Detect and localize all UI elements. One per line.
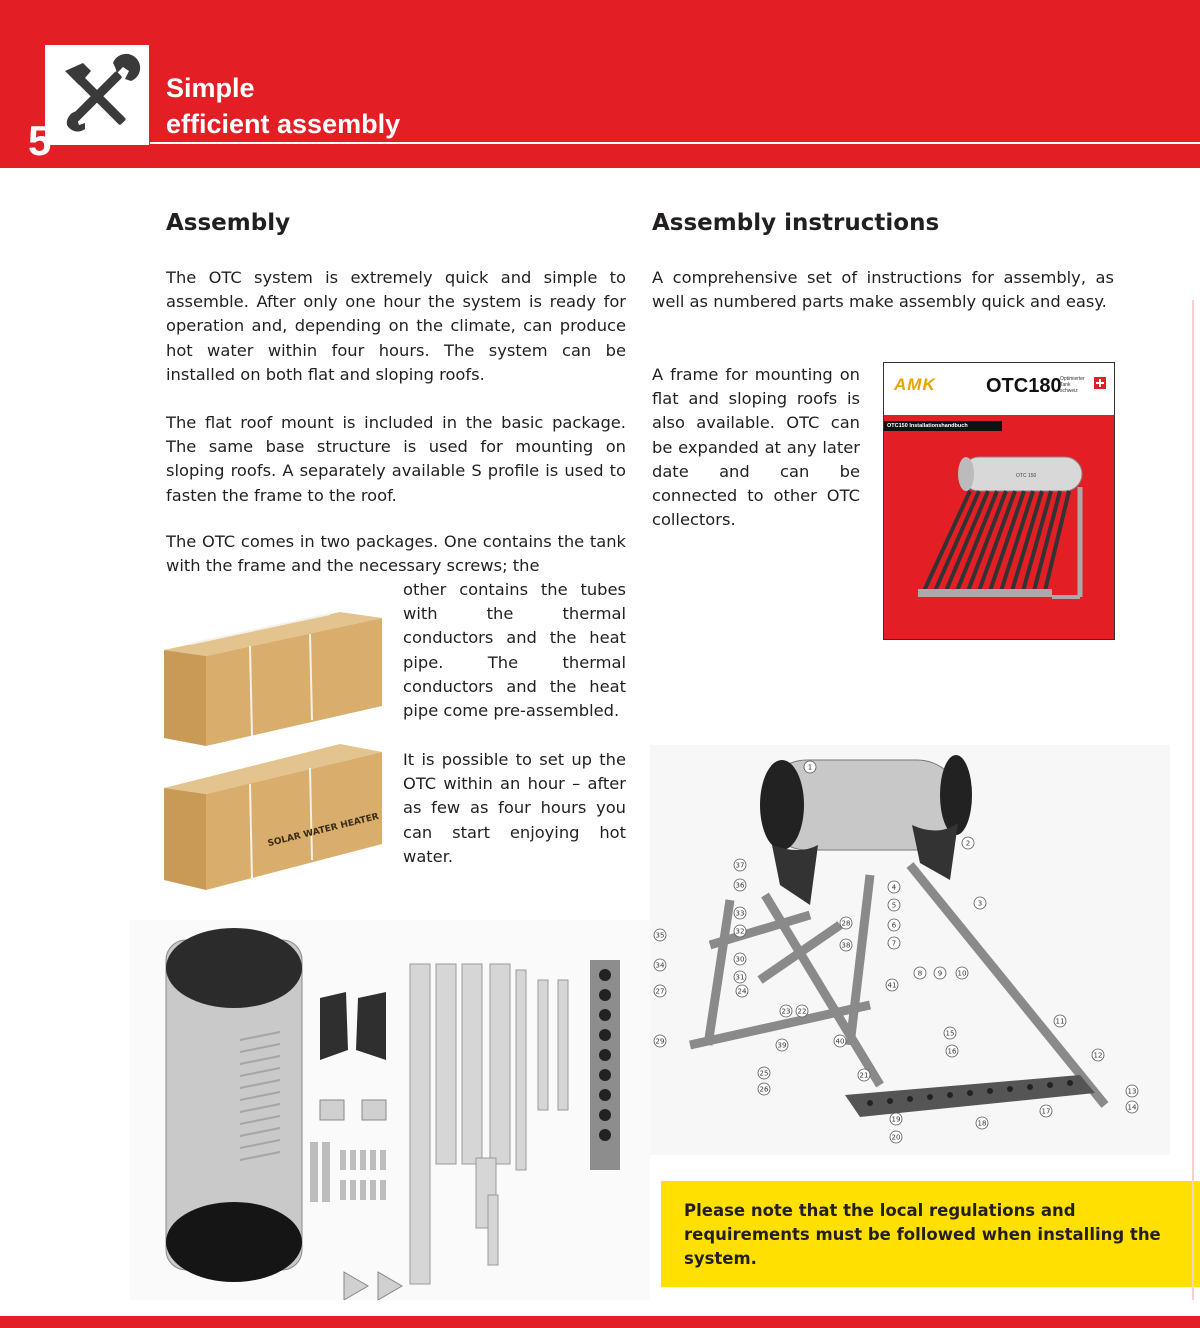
kit-tank-top xyxy=(166,928,302,1008)
model-tagline: Optimierter Tank schweiz xyxy=(1060,376,1085,394)
callout-number: 30 xyxy=(735,955,745,964)
callout-number: 38 xyxy=(841,941,851,950)
callout-number: 31 xyxy=(735,973,745,982)
instructions-paragraph-1: A comprehensive set of instructions for assembly, as well as numbered parts make assembly quick and easy. xyxy=(652,268,1114,312)
kit-tank-bottom xyxy=(166,1202,302,1282)
callout-number: 20 xyxy=(891,1133,901,1142)
callout-number: 13 xyxy=(1127,1087,1137,1096)
assembly-heading: Assembly xyxy=(166,210,291,236)
page-title xyxy=(166,70,400,142)
tank-label: OTC 150 xyxy=(1016,473,1037,479)
callout-number: 11 xyxy=(1055,1017,1065,1026)
title-line-1: Simple xyxy=(166,73,255,103)
callout-number: 37 xyxy=(735,861,745,870)
brand-logo: AMK xyxy=(894,375,936,394)
callout-number: 36 xyxy=(735,881,745,890)
callout-number: 9 xyxy=(937,969,943,978)
callout-number: 2 xyxy=(965,839,971,848)
diagram-tank-end-left xyxy=(760,760,804,850)
assembly-paragraph-1: The OTC system is extremely quick and simple to assemble. After only one hour the system is ready for operation and, depending on the climate, can produce hot water within four hours. The system can be installed on both flat and sloping roofs. xyxy=(166,268,626,384)
callout-number: 40 xyxy=(835,1037,845,1046)
packaging-boxes-illustration xyxy=(160,594,386,894)
callout-number: 12 xyxy=(1093,1051,1103,1060)
title-line-2: efficient assembly xyxy=(166,109,401,139)
callout-number: 19 xyxy=(891,1115,901,1124)
callout-number: 28 xyxy=(841,919,851,928)
right-edge-line xyxy=(1192,300,1194,1300)
assembly-paragraph-3-rest: other contains the tubes with the thermal conductors and the heat pipe. The thermal conductors and the heat pipe come pre-assembled. xyxy=(403,580,626,721)
callout-number: 17 xyxy=(1041,1107,1051,1116)
instructions-paragraph-2: A frame for mounting on flat and sloping roofs is also available. OTC can be expanded at any later date and can be connected to other OTC collectors. xyxy=(652,365,860,530)
callout-number: 7 xyxy=(891,939,897,948)
callout-number: 16 xyxy=(947,1047,957,1056)
callout-number: 1 xyxy=(807,763,813,772)
manual-cover-image xyxy=(883,362,1115,640)
callout-number: 14 xyxy=(1127,1103,1137,1112)
callout-number: 18 xyxy=(977,1119,987,1128)
callout-number: 25 xyxy=(759,1069,769,1078)
regulations-note xyxy=(661,1181,1200,1287)
box-label: SOLAR WATER HEATER xyxy=(266,811,380,850)
solar-collector-illustration xyxy=(904,451,1104,611)
callout-number: 41 xyxy=(887,981,897,990)
callout-number: 22 xyxy=(797,1007,807,1016)
section-number: 5 xyxy=(28,117,52,164)
assembly-paragraph-4: It is possible to set up the OTC within an hour – after as few as four hours you can start enjoying hot water. xyxy=(403,750,626,866)
callout-number: 10 xyxy=(957,969,967,978)
callout-number: 3 xyxy=(977,899,983,908)
footer-bar xyxy=(0,1316,1200,1328)
assembly-paragraph-3-top: The OTC comes in two packages. One contains the tank with the frame and the necessary screws; the xyxy=(166,532,626,576)
callout-number: 15 xyxy=(945,1029,955,1038)
exploded-parts-diagram xyxy=(650,745,1170,1155)
cardboard-box-2 xyxy=(164,744,382,890)
callout-number: 27 xyxy=(655,987,665,996)
callout-number: 6 xyxy=(891,921,897,930)
cardboard-box-1 xyxy=(164,612,382,746)
callout-number: 29 xyxy=(655,1037,665,1046)
callout-number: 4 xyxy=(891,883,897,892)
callout-number: 23 xyxy=(781,1007,791,1016)
callout-number: 21 xyxy=(859,1071,869,1080)
callout-number: 26 xyxy=(759,1085,769,1094)
callout-number: 32 xyxy=(735,927,745,936)
assembly-paragraph-2: The flat roof mount is included in the basic package. The same base structure is used for mounting on sloping roofs. A separately available S profile is used to fasten the frame to the roof. xyxy=(166,413,626,505)
instructions-heading: Assembly instructions xyxy=(652,210,940,236)
callout-number: 34 xyxy=(655,961,665,970)
callout-number: 5 xyxy=(891,901,897,910)
callout-number: 39 xyxy=(777,1041,787,1050)
callout-number: 35 xyxy=(655,931,665,940)
callout-number: 8 xyxy=(917,969,923,978)
swiss-flag-icon xyxy=(1094,377,1106,389)
callout-number: 33 xyxy=(735,909,745,918)
model-label: OTC180 xyxy=(986,375,1062,397)
callout-number: 24 xyxy=(737,987,747,996)
diagram-tank-end-right xyxy=(940,755,972,835)
parts-kit-illustration xyxy=(130,920,650,1300)
note-text: Please note that the local regulations and requirements must be followed when installing the system. xyxy=(684,1201,1161,1268)
header-divider xyxy=(150,142,1200,144)
manual-subtitle: OTC150 Installationshandbuch xyxy=(884,421,1002,431)
